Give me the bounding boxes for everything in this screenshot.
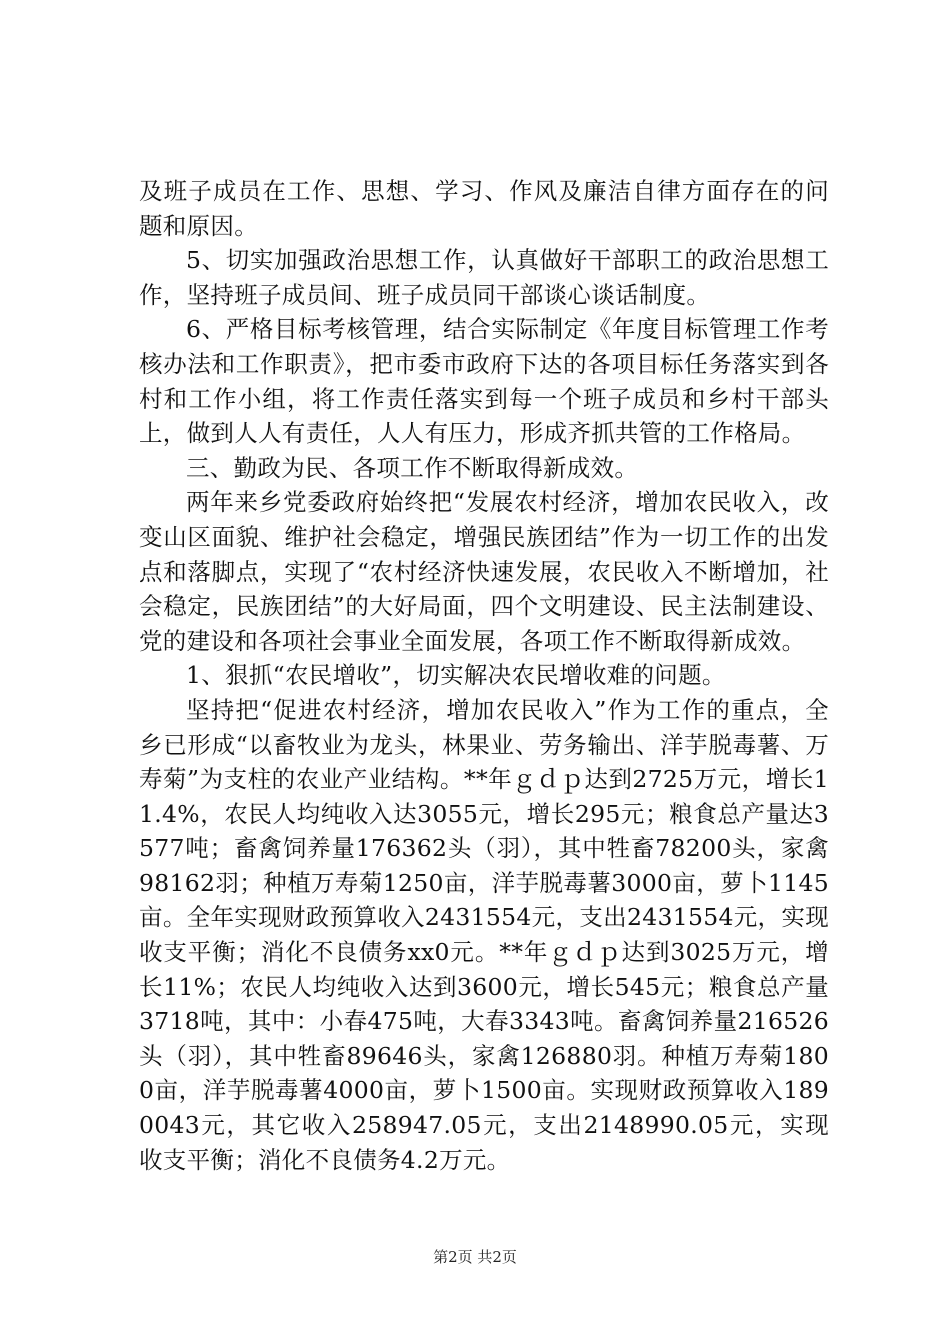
paragraph-item-6: 6、严格目标考核管理，结合实际制定《年度目标管理工作考核办法和工作职责》，把市委市政府下达的各项目标任务落实到各村和工作小组，将工作责任落实到每一个班子成员和乡村干部头上，做到人人有责任，人人有压力，形成齐抓共管的工作格局。 (139, 315, 829, 448)
document-body (139, 174, 829, 1177)
subheading-farmer-income: 1、狠抓“农民增收”，切实解决农民增收难的问题。 (186, 661, 726, 690)
page-footer: 第2页 共2页 (433, 1248, 517, 1266)
paragraph-continuation: 及班子成员在工作、思想、学习、作风及廉洁自律方面存在的问题和原因。 (139, 177, 829, 240)
paragraph-two-years-summary: 两年来乡党委政府始终把“发展农村经济，增加农民收入，改变山区面貌、维护社会稳定，增强民族团结”作为一切工作的出发点和落脚点，实现了“农村经济快速发展，农民收入不断增加，社会稳定，民族团结”的大好局面，四个文明建设、民主法制建设、党的建设和各项社会事业全面发展，各项工作不断取得新成效。 (139, 488, 829, 655)
section-heading-3: 三、勤政为民、各项工作不断取得新成效。 (186, 453, 639, 482)
paragraph-item-5: 5、切实加强政治思想工作，认真做好干部职工的政治思想工作，坚持班子成员间、班子成员同干部谈心谈话制度。 (139, 246, 829, 309)
paragraph-economic-figures: 坚持把“促进农村经济，增加农民收入”作为工作的重点，全乡已形成“以畜牧业为龙头，林果业、劳务输出、洋芋脱毒薯、万寿菊”为支柱的农业产业结构。**年ｇｄｐ达到2725万元，增长11.4%，农民人均纯收入达3055元，增长295元；粮食总产量达3577吨；畜禽饲养量176362头（羽），其中牲畜78200头，家禽98162羽；种植万寿菊1250亩，洋芋脱毒薯3000亩，萝卜1145亩。全年实现财政预算收入2431554元，支出2431554元，实现收支平衡；消化不良债务xx0元。**年ｇｄｐ达到3025万元，增长11%；农民人均纯收入达到3600元，增长545元；粮食总产量3718吨，其中：小春475吨，大春3343吨。畜禽饲养量216526头（羽），其中牲畜89646头，家禽126880羽。种植万寿菊1800亩，洋芋脱毒薯4000亩，萝卜1500亩。实现财政预算收入1890043元，其它收入258947.05元，支出2148990.05元，实现收支平衡；消化不良债务4.2万元。 (139, 695, 829, 1174)
